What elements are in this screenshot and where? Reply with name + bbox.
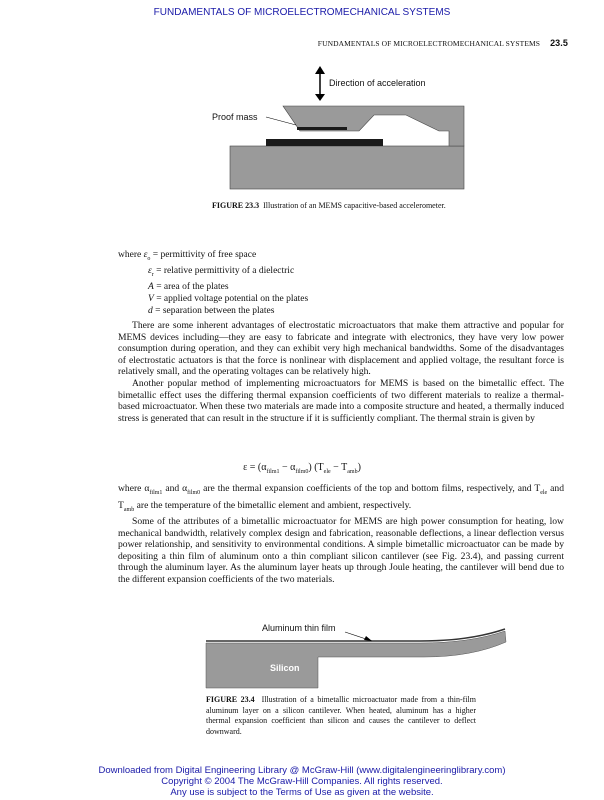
where-item: A = area of the plates bbox=[148, 281, 229, 292]
footer-terms[interactable]: Any use is subject to the Terms of Use as given at the website. bbox=[170, 787, 434, 798]
proof-mass-label: Proof mass bbox=[212, 112, 258, 122]
page-number: 23.5 bbox=[550, 38, 568, 48]
substrate bbox=[230, 146, 464, 189]
top-electrode bbox=[297, 127, 347, 130]
paragraph-where2: where $\alpha_{film1}$ and $\alpha_{film0}$ are the thermal expansion coefficients of the top and bottom films, respectively, and $T_{ele}$ and $T_{amb}$ are the temperature of the bimetallic element and ambient, respectively. bbox=[118, 483, 564, 513]
where-item: where $\varepsilon_o$ = permittivity of free space bbox=[118, 250, 257, 262]
figure-23-3-caption bbox=[212, 201, 470, 212]
bottom-electrode bbox=[266, 139, 383, 146]
paragraph-attributes: Some of the attributes of a bimetallic microactuator for MEMS are high power consumption for heating, low mechanical bandwidth, relatively complex design and fabrication, reasonable deflections, a linear deflection versus power relationship, and sensitivity to environmental conditions. A simple bimetallic microactuator can be made by depositing a thin film of aluminum onto a thin compliant silicon cantilever (see Fig. 23.4), and passing current through the aluminum layer. As the aluminum layer heats up through Joule heating, the cantilever will bend due to the different expansion coefficients of the two materials. bbox=[118, 516, 564, 585]
figure-23-3-text: Illustration of an MEMS capacitive-based accelerometer. bbox=[263, 201, 446, 210]
silicon-label: Silicon bbox=[270, 663, 300, 673]
figure-23-3-number: FIGURE 23.3 bbox=[212, 201, 260, 210]
body-text-1 bbox=[118, 320, 564, 424]
figure-23-4-number: FIGURE 23.4 bbox=[206, 695, 255, 704]
acceleration-arrow-head-down bbox=[315, 94, 325, 101]
acceleration-arrow-head-up bbox=[315, 66, 325, 74]
where-item: $\varepsilon_r$ = relative permittivity of a dielectric bbox=[148, 265, 295, 278]
where-item: V = applied voltage potential on the plates bbox=[148, 293, 309, 304]
top-banner-link[interactable]: FUNDAMENTALS OF MICROELECTROMECHANICAL SYSTEMS bbox=[153, 7, 451, 18]
figure-23-4-caption bbox=[206, 695, 476, 737]
footer-copyright[interactable]: Copyright © 2004 The McGraw-Hill Companies. All rights reserved. bbox=[161, 776, 443, 787]
thermal-strain-equation: $\varepsilon = (\alpha_{film1} - \alpha_{film0}) (T_{ele} - T_{amb})$ bbox=[243, 462, 361, 475]
where-item: d = separation between the plates bbox=[148, 305, 275, 316]
paragraph-electrostatic: There are some inherent advantages of electrostatic microactuators that make them attractive and popular for MEMS devices including—they are easy to fabricate and integrate with electronics, they have very low power consumption during operation, and they can exhibit very high mechanical bandwidths. Some of the disadvantages of electrostatic actuators is that the force is nonlinear with displacement and applied voltage, the resultant force is relatively small, and the operating voltages can be relatively high. bbox=[118, 320, 564, 378]
footer-download-link[interactable]: Downloaded from Digital Engineering Library @ McGraw-Hill (www.digitalengineeringlibrary.com) bbox=[98, 765, 506, 776]
figure-23-4-text: Illustration of a bimetallic microactuator made from a thin-film aluminum layer on a silicon cantilever. When heated, aluminum has a higher thermal expansion coefficient than silicon and causes the cantilever to deflect downward. bbox=[206, 695, 476, 736]
body-text-2 bbox=[118, 483, 564, 586]
running-head-title: FUNDAMENTALS OF MICROELECTROMECHANICAL SYSTEMS bbox=[317, 39, 541, 48]
where-list bbox=[118, 249, 308, 317]
acceleration-label: Direction of acceleration bbox=[329, 78, 426, 88]
aluminum-film-label: Aluminum thin film bbox=[262, 623, 336, 633]
silicon-cantilever bbox=[206, 631, 506, 688]
paragraph-bimetallic: Another popular method of implementing microactuators for MEMS is based on the bimetallic effect. The bimetallic effect uses the differing thermal expansion coefficients of two different materials to realize a thermal-based microactuator. When these two materials are made into a composite structure and heated, a thermally induced stress is generated that can result in the structure if it is sufficiently compliant. The thermal strain is given by bbox=[118, 377, 564, 424]
aluminum-film bbox=[206, 629, 505, 641]
footer bbox=[0, 765, 604, 798]
